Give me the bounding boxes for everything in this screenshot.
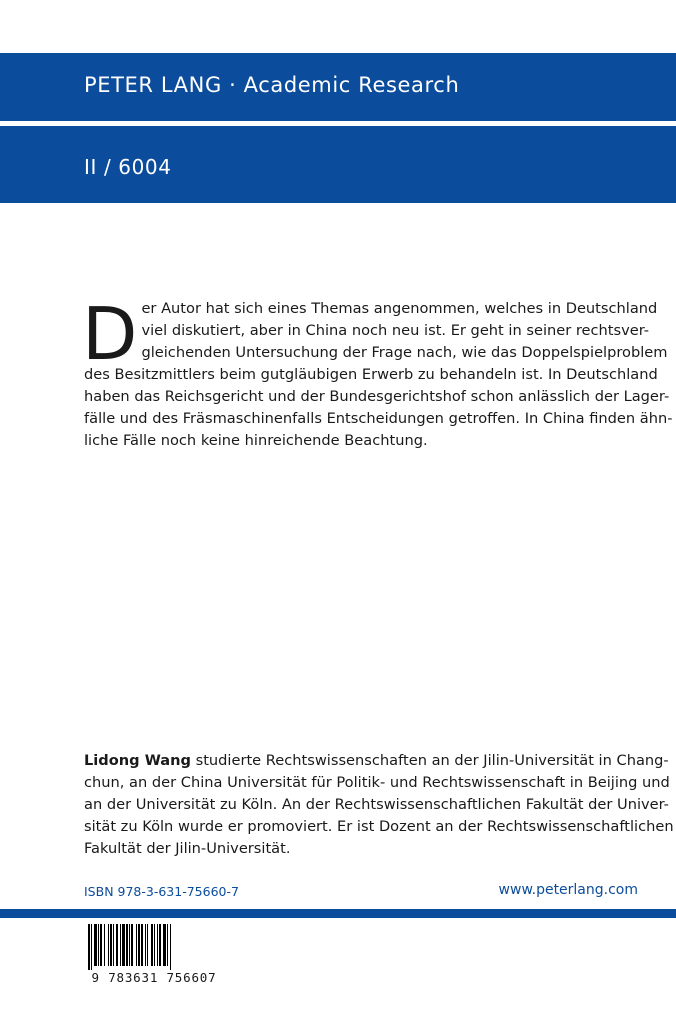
barcode [84, 924, 224, 988]
series-band [0, 126, 676, 203]
series-number: II / 6004 [84, 155, 172, 179]
drop-cap: D [82, 292, 138, 376]
description-line: gleichenden Untersuchung der Frage nach, wie das Doppelspielproblem [141, 344, 668, 361]
author-bio-first-line [84, 750, 669, 772]
author-bio-line: Fakultät der Jilin-Universität. [84, 840, 291, 857]
website-link[interactable]: www.peterlang.com [498, 882, 638, 898]
description-line: fälle und des Fräsmaschinenfalls Entscheidungen getroffen. In China finden ähn- [84, 410, 673, 427]
barcode-bars-icon [84, 924, 224, 970]
isbn-text: ISBN 978-3-631-75660-7 [84, 884, 239, 899]
author-bio-line: chun, an der China Universität für Politik- und Rechtswissenschaft in Beijing und [84, 774, 670, 791]
description-line: des Besitzmittlers beim gutgläubigen Erwerb zu behandeln ist. In Deutschland [84, 366, 658, 383]
book-description [82, 292, 673, 452]
author-bio-line: an der Universität zu Köln. An der Rechtswissenschaftlichen Fakultät der Univer- [84, 796, 669, 813]
author-bio-line: sität zu Köln wurde er promoviert. Er ist Dozent an der Rechtswissenschaftlichen [84, 818, 674, 835]
author-name: Lidong Wang [84, 752, 191, 769]
description-line: haben das Reichsgericht und der Bundesgerichtshof schon anlässlich der Lager- [84, 388, 670, 405]
bottom-margin [0, 1000, 676, 1020]
publisher-title: PETER LANG · Academic Research [84, 73, 460, 97]
author-bio [84, 750, 674, 860]
description-line: er Autor hat sich eines Themas angenommen, welches in Deutschland [141, 300, 658, 317]
description-line: liche Fälle noch keine hinreichende Beachtung. [84, 432, 428, 449]
publisher-band [0, 53, 676, 121]
description-line: viel diskutiert, aber in China noch neu ist. Er geht in seiner rechtsver- [141, 322, 650, 339]
barcode-digits: 9 783631 756607 [91, 970, 217, 985]
footer-rule [0, 909, 676, 918]
author-bio-text: studierte Rechtswissenschaften an der Jilin-Universität in Chang- [190, 752, 669, 769]
